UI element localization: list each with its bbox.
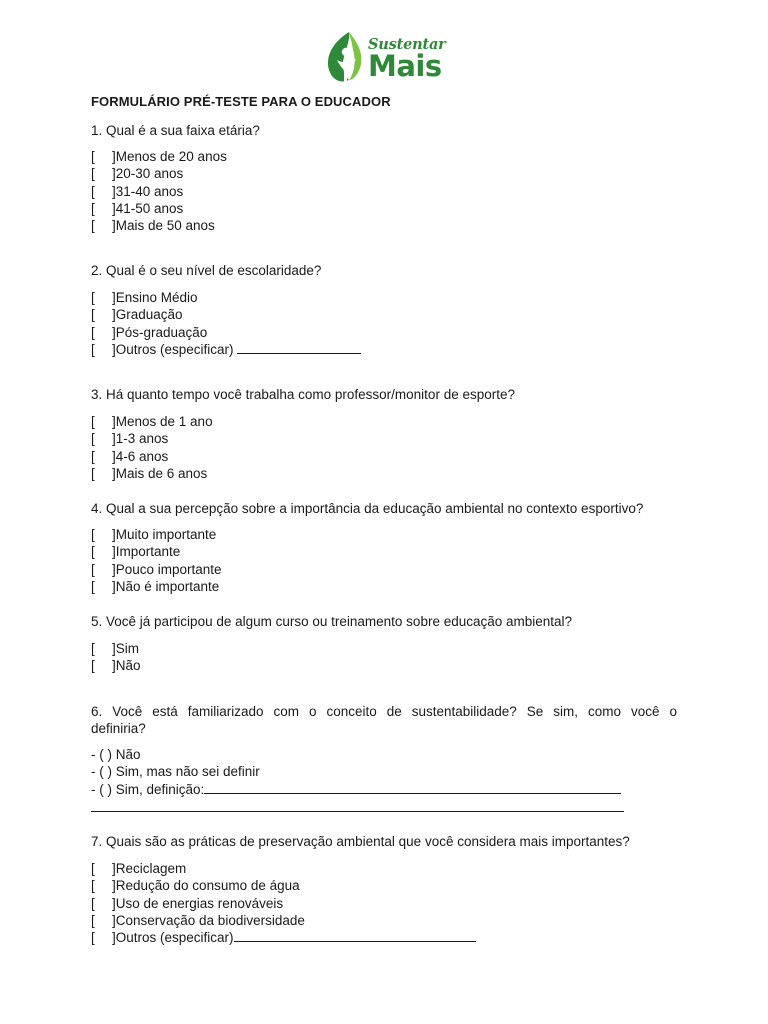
- question-6: 6. Você está familiarizado com o conceito de sustentabilidade? Se sim, como você o definiria?: [91, 704, 677, 736]
- option-item[interactable]: [ ]Outros (especificar): [91, 929, 476, 946]
- option-item[interactable]: - ( ) Sim, definição:: [91, 781, 621, 798]
- specify-line[interactable]: [237, 341, 361, 354]
- question-3: 3. Há quanto tempo você trabalha como professor/monitor de esporte?: [91, 387, 515, 402]
- option-item[interactable]: [ ]Outros (especificar): [91, 341, 361, 358]
- option-item[interactable]: [ ]4-6 anos: [91, 448, 169, 464]
- definition-line-2[interactable]: [91, 811, 624, 812]
- brand-line1: Sustentar: [368, 36, 446, 53]
- options-1: [91, 148, 227, 234]
- option-item[interactable]: [ ]Conservação da biodiversidade: [91, 912, 305, 928]
- options-4: [91, 526, 222, 595]
- option-item[interactable]: [ ]Graduação: [91, 307, 183, 323]
- option-item[interactable]: [ ]Pouco importante: [91, 561, 222, 577]
- options-7: [91, 860, 476, 946]
- option-item[interactable]: - ( ) Sim, mas não sei definir: [91, 764, 260, 780]
- option-item[interactable]: [ ]Não é importante: [91, 578, 220, 594]
- option-item[interactable]: [ ]1-3 anos: [91, 431, 169, 447]
- question-7: 7. Quais são as práticas de preservação ambiental que você considera mais importantes?: [91, 834, 630, 849]
- option-item[interactable]: [ ]Mais de 6 anos: [91, 465, 208, 481]
- options-5: [91, 640, 141, 675]
- option-item[interactable]: [ ]Mais de 50 anos: [91, 218, 215, 234]
- options-6: [91, 746, 621, 798]
- question-2: 2. Qual é o seu nível de escolaridade?: [91, 263, 322, 278]
- definition-line[interactable]: [204, 781, 621, 794]
- option-item[interactable]: [ ]41-50 anos: [91, 200, 184, 216]
- question-4: 4. Qual a sua percepção sobre a importância da educação ambiental no contexto esportivo?: [91, 501, 644, 516]
- leaf-person-icon: [323, 30, 369, 86]
- options-2: [91, 289, 361, 358]
- brand-line2: Mais: [368, 49, 442, 83]
- question-5: 5. Você já participou de algum curso ou treinamento sobre educação ambiental?: [91, 614, 573, 629]
- option-item[interactable]: [ ]Uso de energias renováveis: [91, 895, 284, 911]
- question-1: 1. Qual é a sua faixa etária?: [91, 123, 260, 138]
- option-item[interactable]: [ ]Pós-graduação: [91, 324, 208, 340]
- option-item[interactable]: [ ]31-40 anos: [91, 183, 184, 199]
- option-item[interactable]: [ ]Muito importante: [91, 527, 217, 542]
- option-item[interactable]: [ ]Importante: [91, 544, 181, 560]
- option-item[interactable]: [ ]Ensino Médio: [91, 290, 198, 305]
- option-item[interactable]: [ ]20-30 anos: [91, 166, 184, 182]
- option-item[interactable]: [ ]Menos de 20 anos: [91, 149, 227, 164]
- option-item[interactable]: - ( ) Não: [91, 747, 141, 762]
- option-item[interactable]: [ ]Sim: [91, 641, 139, 656]
- options-3: [91, 413, 213, 482]
- option-item[interactable]: [ ]Redução do consumo de água: [91, 878, 300, 894]
- option-item[interactable]: [ ]Reciclagem: [91, 861, 187, 876]
- option-item[interactable]: [ ]Menos de 1 ano: [91, 414, 213, 429]
- form-title: FORMULÁRIO PRÉ-TESTE PARA O EDUCADOR: [91, 94, 391, 109]
- option-item[interactable]: [ ]Não: [91, 658, 141, 674]
- specify-line[interactable]: [234, 929, 476, 942]
- logo: [323, 30, 451, 86]
